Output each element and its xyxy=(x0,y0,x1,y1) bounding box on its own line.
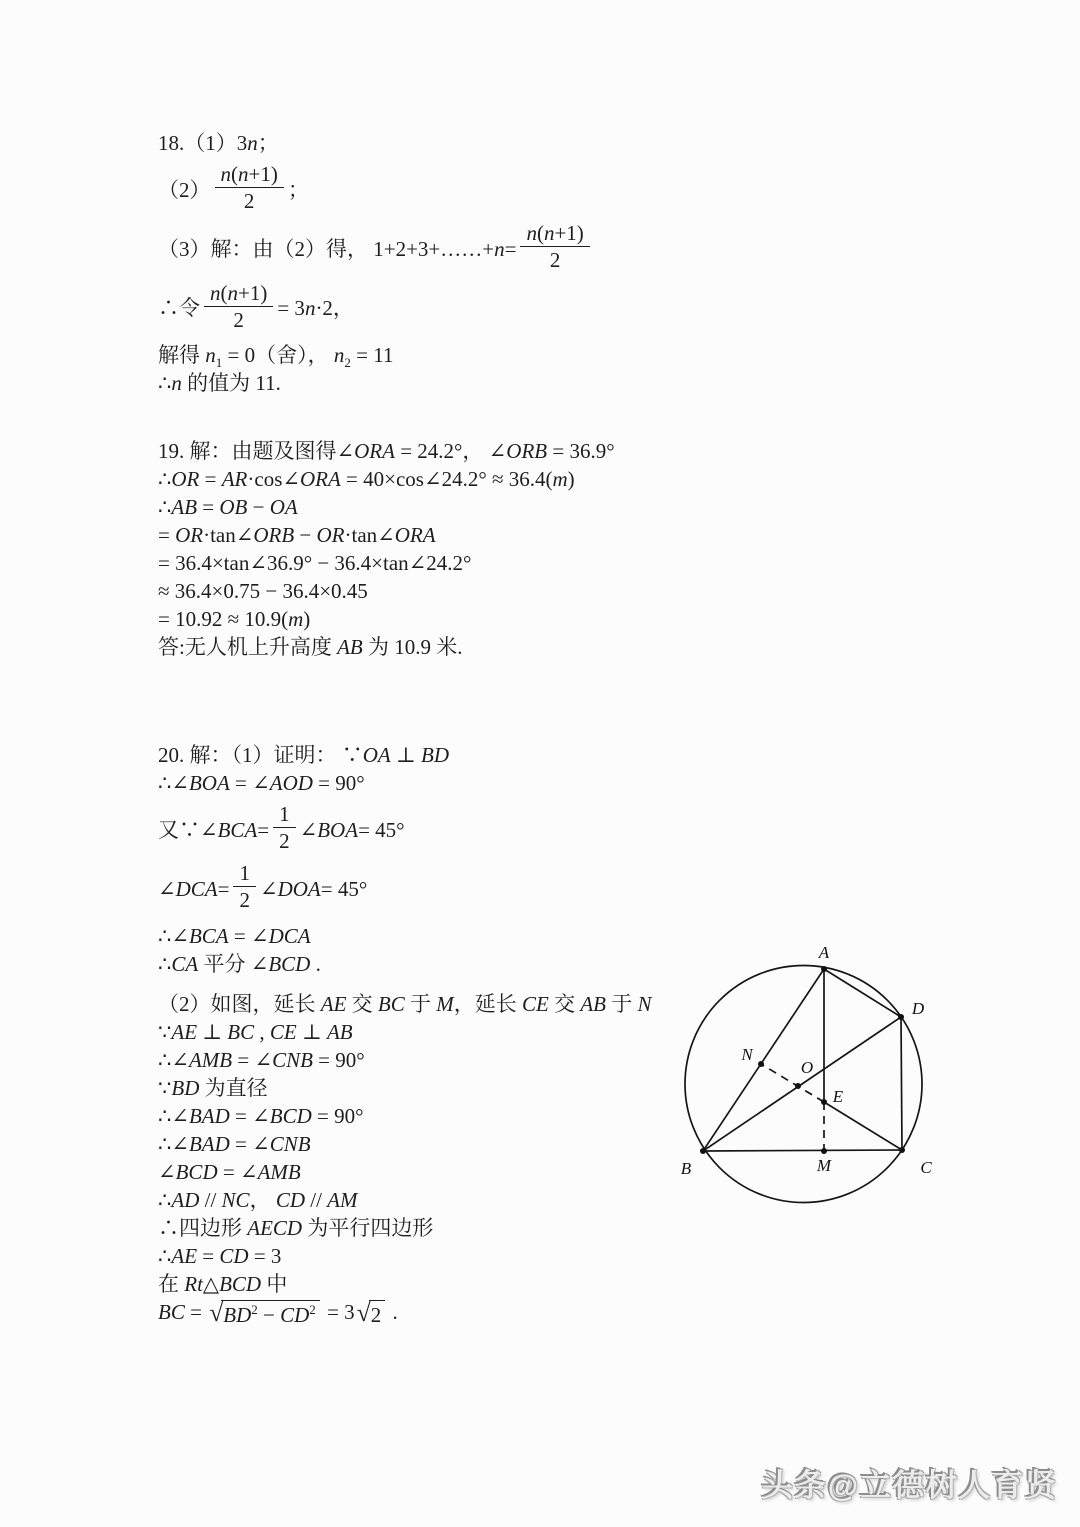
problem-19 xyxy=(158,436,615,662)
math-text: 交 xyxy=(548,991,581,1016)
point-label-B: B xyxy=(680,1159,692,1178)
math-line xyxy=(158,1047,652,1073)
math-text: （2） xyxy=(158,177,211,202)
math-text: ∴ xyxy=(158,1187,172,1212)
math-text: 18.（1） xyxy=(158,131,237,155)
math-text: ∴ xyxy=(158,495,172,519)
math-var: N xyxy=(637,991,652,1016)
math-text: = ∠ xyxy=(228,923,269,948)
math-text: ∠ xyxy=(259,876,278,901)
point-label-E: E xyxy=(832,1087,844,1106)
math-text: ∴∠ xyxy=(158,1047,189,1072)
math-var: CD xyxy=(275,1187,305,1212)
math-line xyxy=(158,164,594,215)
math-text: 为平行四边形 xyxy=(302,1215,434,1240)
math-var: NC xyxy=(221,1187,250,1212)
math-text: = 90° xyxy=(312,771,365,795)
math-text: ( xyxy=(220,280,228,305)
math-var: DOA xyxy=(277,876,321,901)
math-var: OA xyxy=(362,743,391,767)
fraction xyxy=(233,861,256,912)
math-text: 在 xyxy=(158,1271,185,1296)
math-text: ； xyxy=(257,131,279,155)
math-text: ·2， xyxy=(315,296,354,321)
math-text: ( xyxy=(231,162,238,186)
math-var: CNB xyxy=(269,1131,311,1156)
math-var: OA xyxy=(269,495,298,519)
math-var: CD xyxy=(219,1243,249,1268)
math-text: = xyxy=(504,236,517,261)
math-line xyxy=(158,1019,652,1045)
math-var: BCD xyxy=(268,951,311,976)
math-line xyxy=(158,606,615,632)
math-text: 2 xyxy=(239,888,250,913)
point-O xyxy=(795,1083,801,1089)
math-text: // xyxy=(305,1187,328,1212)
math-var: ORB xyxy=(253,523,295,547)
math-var: AB xyxy=(337,635,363,659)
point-label-A: A xyxy=(818,943,830,962)
math-text: − xyxy=(247,495,270,519)
math-var: BCD xyxy=(219,1271,262,1296)
math-line xyxy=(158,494,615,520)
math-text: 又∵∠ xyxy=(158,817,218,842)
subscript: 1 xyxy=(215,355,223,371)
math-line xyxy=(158,863,652,914)
math-line xyxy=(158,1075,652,1101)
math-var: OR xyxy=(171,467,200,491)
math-text: . xyxy=(387,1299,398,1324)
watermark: 头条@立德树人育贤 xyxy=(761,1468,1058,1503)
math-line xyxy=(158,770,652,796)
math-line xyxy=(158,1215,652,1241)
math-text: = 24.2°， ∠ xyxy=(394,439,507,463)
math-var: n xyxy=(543,221,555,246)
fraction xyxy=(204,281,273,332)
math-text: = ∠ xyxy=(229,771,270,795)
math-text: ∠ xyxy=(299,817,318,842)
math-text: = xyxy=(199,467,222,491)
point-label-O: O xyxy=(800,1058,814,1077)
math-text: ·tan∠ xyxy=(344,523,395,547)
math-text: 3 xyxy=(236,131,248,155)
geometry-diagram-wrap xyxy=(660,928,980,1240)
segment-DC xyxy=(901,1017,902,1150)
math-var: OR xyxy=(175,523,204,547)
point-M xyxy=(821,1148,827,1154)
math-line xyxy=(158,1131,652,1157)
math-text: ∴∠ xyxy=(158,1131,189,1156)
math-text: = 3 xyxy=(321,1299,355,1324)
math-var: n xyxy=(205,342,216,367)
math-text: ∴∠ xyxy=(158,923,189,948)
math-var: BAD xyxy=(188,1131,230,1156)
math-text: = 36.4×tan∠36.9° − 36.4×tan∠24.2° xyxy=(158,551,472,575)
point-D xyxy=(898,1014,904,1020)
math-var: BOA xyxy=(317,817,359,842)
fraction xyxy=(520,221,589,272)
math-text: 2 xyxy=(549,248,561,273)
point-E xyxy=(821,1099,827,1105)
math-var: CE xyxy=(269,1019,297,1044)
math-var: AMB xyxy=(257,1159,301,1184)
math-text: 为直径 xyxy=(199,1075,268,1100)
math-text: = xyxy=(197,495,220,519)
math-var: AB xyxy=(580,991,606,1016)
point-label-M: M xyxy=(816,1156,832,1175)
math-var: n xyxy=(494,236,505,261)
math-text: . xyxy=(310,951,321,976)
math-var: AB xyxy=(171,495,198,519)
square-root: √ $BD^2 - CD^2$ xyxy=(209,1300,320,1328)
math-text: = ∠ xyxy=(229,1103,270,1128)
math-var: AOD xyxy=(269,771,313,795)
math-var: n xyxy=(220,162,231,186)
problem-18 xyxy=(158,128,594,398)
math-text: ·cos∠ xyxy=(247,467,300,491)
math-var: BD xyxy=(223,1302,252,1327)
math-var: BC xyxy=(377,991,405,1016)
segment-BC xyxy=(703,1150,902,1151)
geometry-diagram xyxy=(660,928,980,1240)
math-text: = 90° xyxy=(311,1103,364,1128)
math-text: = ∠ xyxy=(232,1047,273,1072)
math-text: ( xyxy=(536,221,544,246)
math-text: ∠ xyxy=(158,876,176,901)
math-text: = 45° xyxy=(358,817,405,842)
segment-AD xyxy=(824,969,901,1017)
math-var: CD xyxy=(280,1302,310,1327)
math-text: ⊥ xyxy=(197,1019,228,1044)
math-text: ∴∠ xyxy=(158,771,189,795)
math-text: ； xyxy=(287,177,309,202)
math-text: = 11 xyxy=(350,342,394,367)
math-var: DCA xyxy=(175,876,218,901)
point-label-C: C xyxy=(920,1158,932,1177)
fraction xyxy=(273,802,296,853)
superscript: 2 xyxy=(309,1301,316,1317)
math-line xyxy=(158,923,652,949)
math-line xyxy=(158,951,652,977)
math-var: AB xyxy=(326,1019,353,1044)
math-var: AMB xyxy=(188,1047,233,1072)
math-text: ∵ xyxy=(158,1075,172,1100)
math-text: ∴ xyxy=(158,951,172,976)
math-line xyxy=(158,1243,652,1269)
math-var: n xyxy=(247,131,258,155)
math-text: 的值为 11. xyxy=(181,370,281,395)
point-label-N: N xyxy=(741,1045,753,1064)
math-var: n xyxy=(238,162,249,186)
math-line xyxy=(158,522,615,548)
math-var: BCD xyxy=(175,1159,218,1184)
math-text: ) xyxy=(303,607,311,631)
math-text: = 10.92 ≈ 10.9( xyxy=(158,607,289,631)
dashed-segment-EN xyxy=(761,1064,824,1102)
math-text: ∴ xyxy=(158,467,172,491)
math-line xyxy=(158,466,615,492)
math-text: （2）如图，延长 xyxy=(158,991,321,1016)
math-var: AECD xyxy=(247,1215,303,1240)
math-var: ORA xyxy=(299,467,341,491)
math-text: = xyxy=(257,817,270,842)
math-var: BOA xyxy=(188,771,230,795)
math-text: （3）解：由（2）得， 1+2+3+……+ xyxy=(158,236,495,261)
math-text: 于 xyxy=(606,991,638,1016)
math-var: n xyxy=(210,280,221,305)
math-text: ∠ xyxy=(158,1159,176,1184)
math-var: ORA xyxy=(394,523,436,547)
math-text: = 90° xyxy=(312,1047,365,1072)
math-var: DCA xyxy=(268,923,311,948)
math-var: n xyxy=(526,221,537,246)
math-text: ⊥ xyxy=(296,1019,327,1044)
math-var: BD xyxy=(171,1075,200,1100)
math-text: = xyxy=(184,1299,208,1324)
math-line xyxy=(158,1159,652,1185)
math-line xyxy=(158,804,652,855)
math-line xyxy=(158,370,594,396)
math-var: BCA xyxy=(188,923,229,948)
math-line xyxy=(158,550,615,576)
math-var: CNB xyxy=(272,1047,313,1072)
math-line xyxy=(158,578,615,604)
math-text: 19. 解：由题及图得∠ xyxy=(158,439,355,463)
math-line xyxy=(158,1271,652,1297)
point-A xyxy=(821,966,827,972)
math-var: CE xyxy=(522,991,549,1016)
math-var: AD xyxy=(171,1187,200,1212)
math-var: AE xyxy=(171,1243,198,1268)
math-var: AM xyxy=(327,1187,358,1212)
math-text: 中 xyxy=(261,1271,288,1296)
math-text: △ xyxy=(202,1271,220,1296)
math-var: n xyxy=(227,280,238,305)
math-line xyxy=(158,1103,652,1129)
math-text: ⊥ xyxy=(390,743,421,767)
math-text: ∴四边形 xyxy=(158,1215,248,1240)
math-text: = 3 xyxy=(277,296,305,321)
math-var: Rt xyxy=(184,1271,203,1296)
math-text: ， xyxy=(249,1187,276,1212)
math-text: = xyxy=(158,523,176,547)
math-text: ∴令 xyxy=(158,296,200,321)
math-var: BC xyxy=(227,1019,255,1044)
math-text: ∴ xyxy=(158,1243,172,1268)
math-text: = 36.9° xyxy=(547,439,615,463)
math-text: = ∠ xyxy=(217,1159,258,1184)
math-text: ) xyxy=(567,467,575,491)
math-var: OR xyxy=(316,523,345,547)
math-var: BCD xyxy=(269,1103,312,1128)
math-line xyxy=(158,342,594,371)
math-var: BAD xyxy=(188,1103,230,1128)
problem-20 xyxy=(158,740,652,1330)
math-text: 1 xyxy=(239,861,250,886)
math-var: BC xyxy=(158,1299,185,1324)
superscript: 2 xyxy=(251,1301,258,1317)
math-text: ∵ xyxy=(158,1019,172,1044)
math-var: BD xyxy=(421,743,449,767)
math-var: OB xyxy=(219,495,248,519)
math-text: 答:无人机上升高度 xyxy=(158,635,338,659)
math-text: 20. 解：（1）证明： ∵ xyxy=(158,743,363,767)
point-B xyxy=(700,1148,706,1154)
math-line xyxy=(158,634,615,660)
math-text: ∴∠ xyxy=(158,1103,189,1128)
math-var: BCA xyxy=(217,817,258,842)
math-var: CA xyxy=(171,951,199,976)
math-line xyxy=(158,1187,652,1213)
math-var: AR xyxy=(221,467,248,491)
math-text: = 0（舍）， xyxy=(222,342,334,367)
math-text: 平分 ∠ xyxy=(198,951,269,976)
point-C xyxy=(899,1147,905,1153)
math-text: 1 xyxy=(279,802,290,826)
math-text: = 40×cos∠24.2° ≈ 36.4( xyxy=(340,467,553,491)
math-var: m xyxy=(288,607,304,631)
math-text: 2 xyxy=(370,1302,382,1327)
square-root: √ 2 xyxy=(357,1300,386,1328)
math-line xyxy=(158,280,594,334)
math-text: = ∠ xyxy=(229,1131,270,1156)
math-text: 2 xyxy=(243,189,255,214)
point-N xyxy=(758,1061,764,1067)
math-text: ，延长 xyxy=(453,991,522,1016)
subscript: 2 xyxy=(344,355,351,371)
math-var: n xyxy=(333,342,345,367)
math-var: ORA xyxy=(354,439,395,463)
math-text: +1) xyxy=(248,162,278,186)
math-text: +1) xyxy=(238,280,268,305)
math-text: 2 xyxy=(279,829,290,854)
math-var: n xyxy=(171,370,182,395)
math-text: 交 xyxy=(346,991,378,1016)
math-text: 于 xyxy=(404,991,437,1016)
math-text: = 45° xyxy=(320,876,368,901)
math-line xyxy=(158,130,594,156)
math-var: m xyxy=(552,467,568,491)
math-var: M xyxy=(436,991,454,1016)
math-text: = 3 xyxy=(248,1243,282,1268)
fraction xyxy=(215,162,284,213)
math-text: +1) xyxy=(554,221,584,246)
math-var: ORB xyxy=(506,439,548,463)
math-var: n xyxy=(304,296,316,321)
math-line xyxy=(158,223,594,274)
math-text: , xyxy=(254,1019,270,1044)
math-line xyxy=(158,991,652,1017)
math-text: ∴ xyxy=(158,370,172,395)
math-text: 为 10.9 米. xyxy=(362,635,463,659)
math-text: 2 xyxy=(233,307,244,332)
point-label-D: D xyxy=(911,999,925,1018)
math-line xyxy=(158,1299,652,1328)
math-text: = xyxy=(217,876,230,901)
math-line xyxy=(158,438,615,464)
math-text: ·tan∠ xyxy=(203,523,254,547)
math-text: 解得 xyxy=(158,342,206,367)
math-text: // xyxy=(199,1187,222,1212)
math-var: AE xyxy=(320,991,347,1016)
math-text: − xyxy=(257,1302,281,1327)
math-text: − xyxy=(294,523,317,547)
math-var: AE xyxy=(171,1019,198,1044)
segment-CE xyxy=(824,1102,902,1150)
math-text: ≈ 36.4×0.75 − 36.4×0.45 xyxy=(158,579,368,603)
math-line xyxy=(158,742,652,768)
math-text: = xyxy=(197,1243,220,1268)
